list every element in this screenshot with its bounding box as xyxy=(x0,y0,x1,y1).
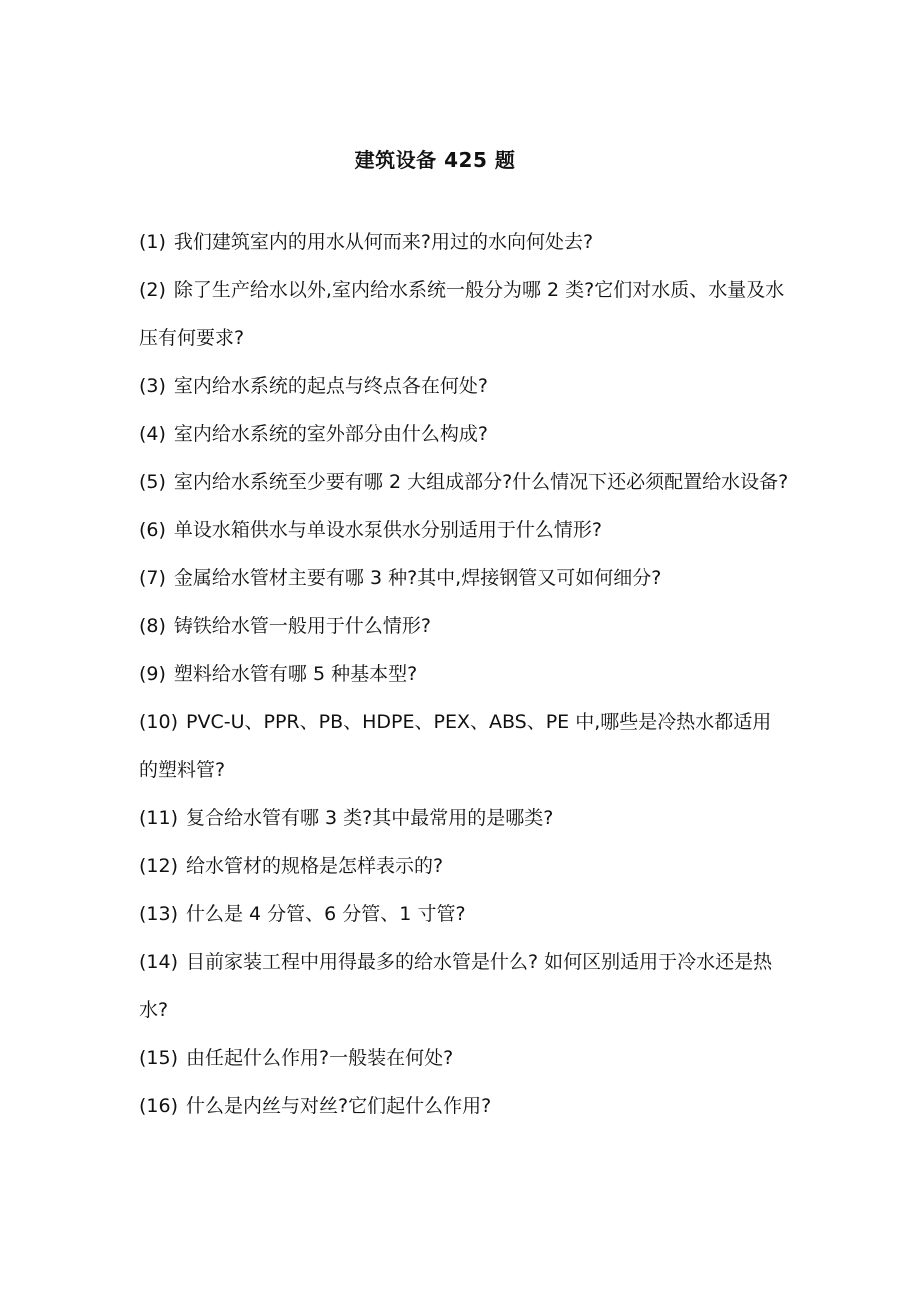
question-item xyxy=(139,1034,789,1082)
question-number: (15) xyxy=(139,1047,179,1069)
question-number: (5) xyxy=(139,471,166,493)
question-item xyxy=(139,506,789,554)
question-item xyxy=(139,266,789,362)
question-item xyxy=(139,362,789,410)
question-text: 复合给水管有哪 3 类?其中最常用的是哪类? xyxy=(186,807,554,829)
question-item xyxy=(139,1082,789,1130)
question-item xyxy=(139,602,789,650)
question-number: (2) xyxy=(139,279,166,301)
question-number: (16) xyxy=(139,1095,179,1117)
question-text: 室内给水系统的室外部分由什么构成? xyxy=(173,423,489,445)
question-number: (9) xyxy=(139,663,166,685)
question-text: 除了生产给水以外,室内给水系统一般分为哪 2 类?它们对水质、水量及水压有何要求? xyxy=(139,279,785,349)
question-number: (6) xyxy=(139,519,166,541)
question-item xyxy=(139,698,789,794)
question-item xyxy=(139,794,789,842)
question-item xyxy=(139,410,789,458)
question-text: 给水管材的规格是怎样表示的? xyxy=(186,855,444,877)
question-text: 室内给水系统至少要有哪 2 大组成部分?什么情况下还必须配置给水设备? xyxy=(173,471,789,493)
question-text: 目前家装工程中用得最多的给水管是什么? 如何区别适用于冷水还是热水? xyxy=(139,951,773,1021)
document-title: 建筑设备 425 题 xyxy=(354,148,516,172)
question-text: 什么是内丝与对丝?它们起什么作用? xyxy=(186,1095,492,1117)
question-text: 金属给水管材主要有哪 3 种?其中,焊接钢管又可如何细分? xyxy=(173,567,662,589)
question-text: 什么是 4 分管、6 分管、1 寸管? xyxy=(186,903,466,925)
question-list xyxy=(139,218,789,1130)
question-item xyxy=(139,650,789,698)
question-item xyxy=(139,458,789,506)
question-text: 塑料给水管有哪 5 种基本型? xyxy=(173,663,418,685)
question-text: 铸铁给水管一般用于什么情形? xyxy=(173,615,432,637)
question-number: (13) xyxy=(139,903,179,925)
question-text: PVC-U、PPR、PB、HDPE、PEX、ABS、PE 中,哪些是冷热水都适用的塑料管? xyxy=(139,711,772,781)
question-number: (14) xyxy=(139,951,179,973)
question-text: 单设水箱供水与单设水泵供水分别适用于什么情形? xyxy=(173,519,603,541)
question-number: (7) xyxy=(139,567,166,589)
question-text: 我们建筑室内的用水从何而来?用过的水向何处去? xyxy=(173,231,594,253)
question-number: (11) xyxy=(139,807,179,829)
question-number: (8) xyxy=(139,615,166,637)
question-item xyxy=(139,218,789,266)
question-item xyxy=(139,938,789,1034)
question-item xyxy=(139,842,789,890)
question-number: (4) xyxy=(139,423,166,445)
question-text: 室内给水系统的起点与终点各在何处? xyxy=(173,375,489,397)
question-number: (12) xyxy=(139,855,179,877)
question-number: (3) xyxy=(139,375,166,397)
question-number: (10) xyxy=(139,711,179,733)
question-item xyxy=(139,554,789,602)
question-number: (1) xyxy=(139,231,166,253)
question-text: 由任起什么作用?一般装在何处? xyxy=(186,1047,454,1069)
question-item xyxy=(139,890,789,938)
